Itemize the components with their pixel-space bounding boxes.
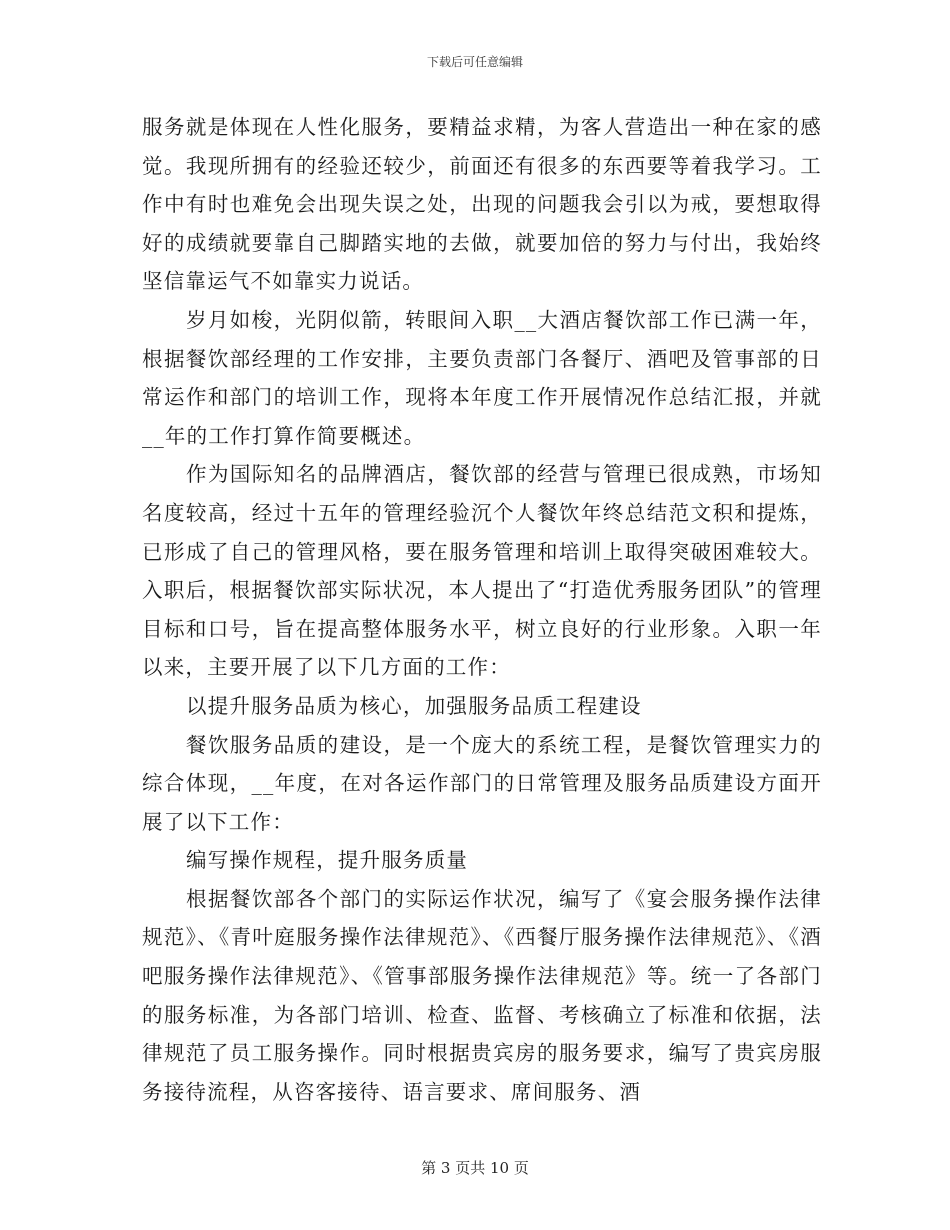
paragraph-3: 作为国际知名的品牌酒店，餐饮部的经营与管理已很成熟，市场知名度较高，经过十五年的管理经验沉个人餐饮年终总结范文积和提炼，已形成了自己的管理风格，要在服务管理和培训上取得突破困难较大。入职后，根据餐饮部实际状况，本人提出了“打造优秀服务团队”的管理目标和口号，旨在提高整体服务水平，树立良好的行业形象。入职一年以来，主要开展了以下几方面的工作： bbox=[142, 462, 822, 680]
page-footer: 第 3 页共 10 页 bbox=[421, 1159, 529, 1177]
paragraph-2: 岁月如梭，光阴似箭，转眼间入职__大酒店餐饮部工作已满一年，根据餐饮部经理的工作安排，主要负责部门各餐厅、酒吧及管事部的日常运作和部门的培训工作，现将本年度工作开展情况作总结汇报，并就__年的工作打算作简要概述。 bbox=[142, 307, 822, 448]
section-heading-operation-rules: 编写操作规程，提升服务质量 bbox=[186, 848, 469, 873]
section-heading-service-quality: 以提升服务品质为核心，加强服务品质工程建设 bbox=[186, 693, 642, 718]
document-body bbox=[142, 108, 822, 1111]
paragraph-4: 餐饮服务品质的建设，是一个庞大的系统工程，是餐饮管理实力的综合体现，__年度，在对各运作部门的日常管理及服务品质建设方面开展了以下工作： bbox=[142, 732, 822, 834]
paragraph-5: 根据餐饮部各个部门的实际运作状况，编写了《宴会服务操作法律规范》、《青叶庭服务操作法律规范》、《西餐厅服务操作法律规范》、《酒吧服务操作法律规范》、《管事部服务操作法律规范》等。统一了各部门的服务标准，为各部门培训、检查、监督、考核确立了标准和依据，法律规范了员工服务操作。同时根据贵宾房的服务要求，编写了贵宾房服务接待流程，从咨客接待、语言要求、席间服务、酒 bbox=[142, 886, 822, 1104]
page-header: 下载后可任意编辑 bbox=[426, 55, 523, 69]
paragraph-1: 服务就是体现在人性化服务，要精益求精，为客人营造出一种在家的感觉。我现所拥有的经验还较少，前面还有很多的东西要等着我学习。工作中有时也难免会出现失误之处，出现的问题我会引以为戒，要想取得好的成绩就要靠自己脚踏实地的去做，就要加倍的努力与付出，我始终坚信靠运气不如靠实力说话。 bbox=[142, 115, 822, 294]
